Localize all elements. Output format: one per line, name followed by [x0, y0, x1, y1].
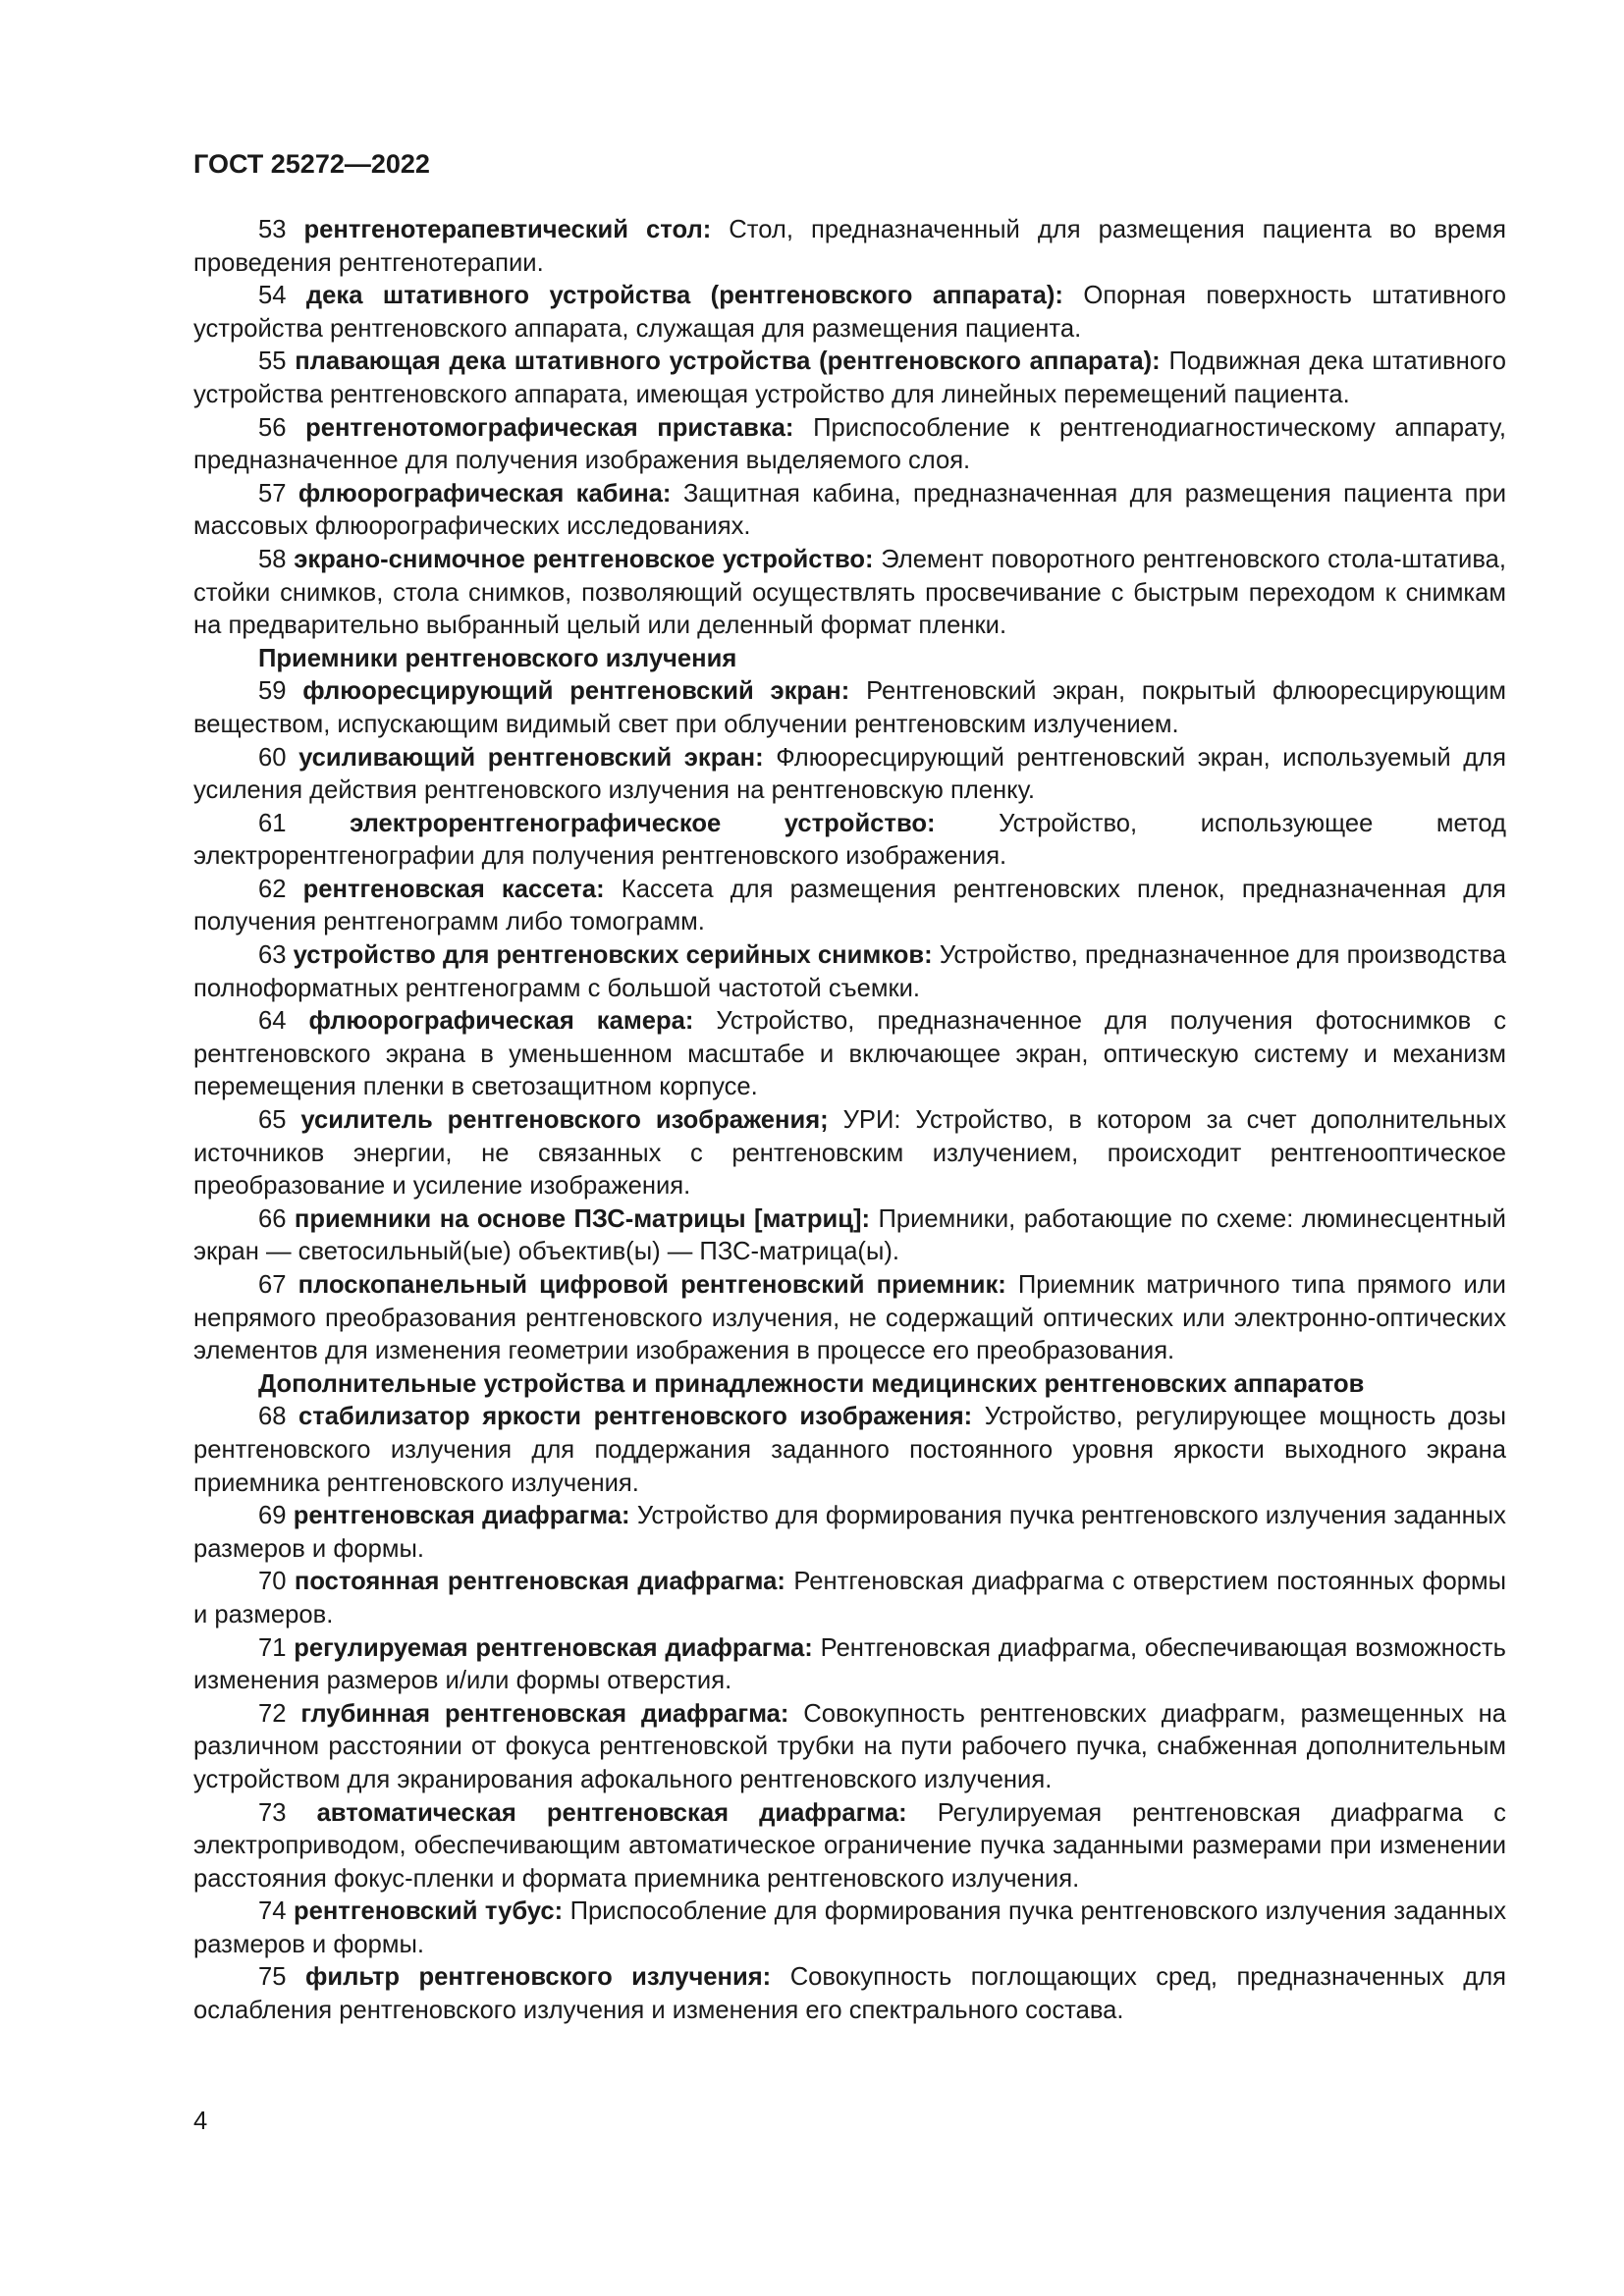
- term-name: рентгенотомографическая приставка:: [305, 413, 794, 442]
- term-name: постоянная рентгеновская диафрагма:: [294, 1568, 785, 1596]
- term-name: экрано-снимочное рентгеновское устройство:: [294, 545, 874, 573]
- term-entry: [193, 1005, 1506, 1104]
- term-definition: Рентгеновский экран, покрытый флюоресцирующим веществом, испускающим видимый свет при облучении рентгеновским излучением.: [193, 677, 1506, 738]
- term-name: рентгенотерапевтический стол:: [303, 216, 712, 243]
- term-definition: Устройство для формирования пучка рентгеновского излучения заданных размеров и формы.: [193, 1502, 1506, 1563]
- term-entry: [193, 478, 1506, 544]
- term-name: рентгеновская кассета:: [302, 875, 605, 903]
- term-entry: [193, 1698, 1506, 1797]
- term-definition: Стол, предназначенный для размещения пациента во время проведения рентгенотерапии.: [193, 216, 1506, 277]
- term-name: автоматическая рентгеновская диафрагма:: [316, 1798, 907, 1827]
- term-entry: [193, 808, 1506, 874]
- term-definition: Подвижная дека штативного устройства рентгеновского аппарата, имеющая устройство для линейных перемещений пациента.: [193, 347, 1506, 408]
- term-name: приемники на основе ПЗС-матрицы [матриц]:: [294, 1204, 871, 1233]
- term-name: усилитель рентгеновского изображения;: [300, 1106, 829, 1135]
- term-definition: Приемники, работающие по схеме: люминесцентный экран — светосильный(ые) объектив(ы) — ПЗС-матрица(ы).: [193, 1204, 1506, 1266]
- term-number: 54: [258, 282, 287, 310]
- term-entry: [193, 742, 1506, 808]
- term-entry: [193, 1566, 1506, 1631]
- term-definition: Устройство, использующее метод электрорентгенографии для получения рентгеновского изображения.: [193, 809, 1506, 871]
- term-definition: Устройство, регулирующее мощность дозы рентгеновского излучения для поддержания заданного постоянного уровня яркости выходного экрана приемника рентгеновского излучения.: [193, 1403, 1506, 1497]
- term-definition: Регулируемая рентгеновская диафрагма с электроприводом, обеспечивающим автоматическое ограничение пучка заданными размерами при изменении расстояния фокус-пленки и формата приемника рентгеновского излучения.: [193, 1798, 1506, 1893]
- term-number: 53: [258, 216, 287, 243]
- term-entry: [193, 1961, 1506, 2027]
- term-entry: [193, 280, 1506, 346]
- term-number: 68: [258, 1403, 287, 1431]
- term-name: рентгеновская диафрагма:: [293, 1502, 630, 1530]
- term-definition: Защитная кабина, предназначенная для размещения пациента при массовых флюорографических исследованиях.: [193, 479, 1506, 541]
- term-definition: Элемент поворотного рентгеновского стола-штатива, стойки снимков, стола снимков, позволяющий осуществлять просвечивание с быстрым переходом к снимкам на предварительно выбранный целый или деленный формат пленки.: [193, 545, 1506, 640]
- term-number: 61: [258, 809, 287, 837]
- term-name: флюорографическая камера:: [308, 1007, 694, 1036]
- term-definition: Рентгеновская диафрагма с отверстием постоянных формы и размеров.: [193, 1568, 1506, 1629]
- term-definition: Приемник матричного типа прямого или непрямого преобразования рентгеновского излучения, не содержащий оптических или электронно-оптических элементов для изменения геометрии изображения в процессе его преобразования.: [193, 1271, 1506, 1365]
- term-definition: Кассета для размещения рентгеновских пленок, предназначенная для получения рентгенограмм либо томограмм.: [193, 875, 1506, 936]
- term-definition: УРИ: Устройство, в котором за счет дополнительных источников энергии, не связанных с рентгеновским излучением, происходит рентгенооптическое преобразование и усиление изображения.: [193, 1106, 1506, 1201]
- term-number: 58: [258, 545, 287, 573]
- term-number: 67: [258, 1271, 287, 1299]
- term-definition: Приспособление для формирования пучка рентгеновского излучения заданных размеров и формы.: [193, 1897, 1506, 1958]
- term-definition: Рентгеновская диафрагма, обеспечивающая возможность изменения размеров и/или формы отверстия.: [193, 1633, 1506, 1695]
- term-entry: [193, 1401, 1506, 1500]
- term-number: 71: [258, 1633, 287, 1662]
- term-entry: [193, 1104, 1506, 1203]
- term-number: 75: [258, 1963, 287, 1992]
- term-number: 59: [258, 677, 287, 706]
- term-name: фильтр рентгеновского излучения:: [304, 1963, 772, 1992]
- term-entry: [193, 544, 1506, 643]
- term-definition: Устройство, предназначенное для производства полноформатных рентгенограмм с большой частотой съемки.: [193, 941, 1506, 1002]
- term-number: 74: [258, 1897, 287, 1926]
- term-definition: Опорная поверхность штативного устройства рентгеновского аппарата, служащая для размещения пациента.: [193, 282, 1506, 343]
- term-entry: [193, 1632, 1506, 1698]
- term-entry: [193, 346, 1506, 411]
- term-number: 56: [258, 413, 287, 442]
- term-entry: [193, 1797, 1506, 1896]
- term-number: 57: [258, 479, 287, 507]
- document-body: [193, 214, 1506, 2028]
- term-definition: Совокупность рентгеновских диафрагм, размещенных на различном расстоянии от фокуса рентгеновской трубки на пути рабочего пучка, снабженная дополнительным устройством для экранирования афокального рентгеновского излучения.: [193, 1699, 1506, 1793]
- term-name: рентгеновский тубус:: [293, 1897, 564, 1926]
- term-name: регулируемая рентгеновская диафрагма:: [294, 1633, 813, 1662]
- term-name: плоскопанельный цифровой рентгеновский приемник:: [298, 1271, 1006, 1299]
- term-entry: [193, 1500, 1506, 1566]
- term-entry: [193, 1896, 1506, 1961]
- term-number: 60: [258, 743, 287, 772]
- term-definition: Флюоресцирующий рентгеновский экран, используемый для усиления действия рентгеновского излучения на рентгеновскую пленку.: [193, 743, 1506, 805]
- term-number: 63: [258, 941, 287, 970]
- term-entry: [193, 214, 1506, 280]
- term-number: 62: [258, 875, 287, 903]
- term-entry: [193, 874, 1506, 939]
- term-number: 72: [258, 1699, 287, 1728]
- term-number: 70: [258, 1568, 287, 1596]
- term-name: флюоресцирующий рентгеновский экран:: [302, 677, 850, 706]
- page-number: 4: [193, 2108, 208, 2135]
- term-definition: Совокупность поглощающих сред, предназначенных для ослабления рентгеновского излучения и изменения его спектрального состава.: [193, 1963, 1506, 2025]
- term-number: 66: [258, 1204, 287, 1233]
- term-entry: [193, 1269, 1506, 1368]
- term-name: электрорентгенографическое устройство:: [350, 809, 936, 837]
- section-heading: Приемники рентгеновского излучения: [258, 644, 737, 672]
- term-definition: Устройство, предназначенное для получения фотоснимков с рентгеновского экрана в уменьшенном масштабе и включающее экран, оптическую систему и механизм перемещения пленки в светозащитном корпусе.: [193, 1007, 1506, 1101]
- term-entry: [193, 675, 1506, 741]
- term-number: 55: [258, 347, 287, 376]
- term-name: стабилизатор яркости рентгеновского изображения:: [298, 1403, 973, 1431]
- term-name: усиливающий рентгеновский экран:: [298, 743, 764, 772]
- term-name: устройство для рентгеновских серийных снимков:: [293, 941, 933, 970]
- document-header: ГОСТ 25272—2022: [193, 149, 430, 179]
- term-name: глубинная рентгеновская диафрагма:: [300, 1699, 789, 1728]
- term-name: дека штативного устройства (рентгеновского аппарата):: [305, 282, 1063, 310]
- section-heading: Дополнительные устройства и принадлежности медицинских рентгеновских аппаратов: [258, 1369, 1365, 1398]
- term-entry: [193, 939, 1506, 1005]
- term-definition: Приспособление к рентгенодиагностическому аппарату, предназначенное для получения изображения выделяемого слоя.: [193, 413, 1506, 475]
- term-number: 64: [258, 1007, 287, 1036]
- term-number: 69: [258, 1502, 287, 1530]
- term-entry: [193, 1203, 1506, 1269]
- term-number: 65: [258, 1106, 287, 1135]
- term-number: 73: [258, 1798, 287, 1827]
- term-name: плавающая дека штативного устройства (рентгеновского аппарата):: [295, 347, 1161, 376]
- term-entry: [193, 412, 1506, 478]
- term-name: флюорографическая кабина:: [298, 479, 672, 507]
